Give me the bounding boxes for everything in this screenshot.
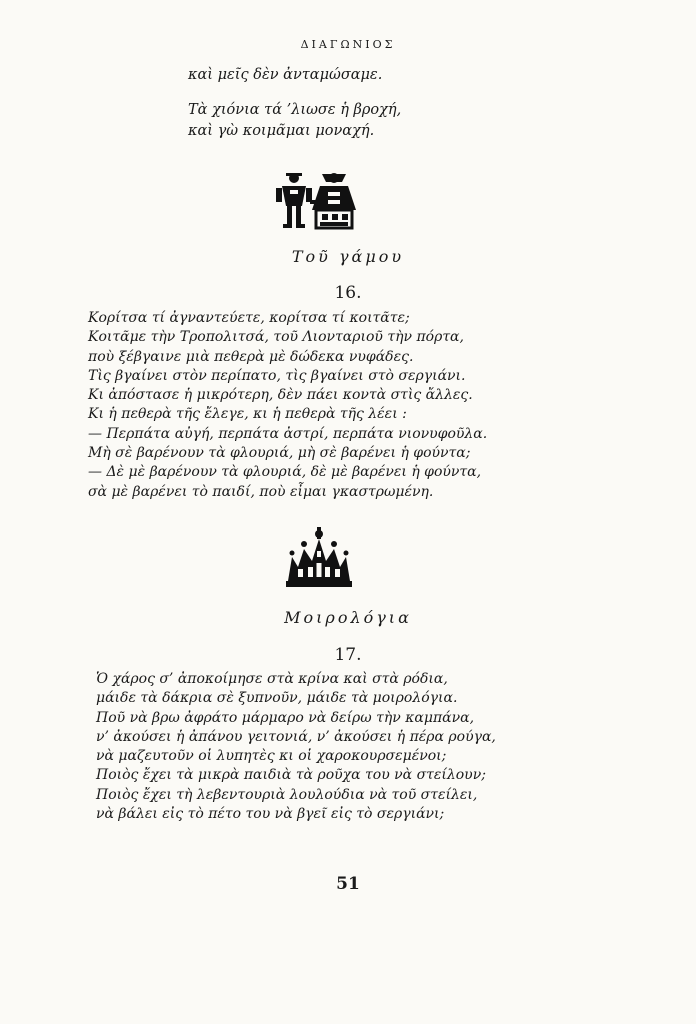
verse-line: — Περπάτα αὐγή, περπάτα ἀστρί, περπάτα νιονυφοῦλα. (88, 425, 488, 442)
verse-line: Κι ἡ πεθερὰ τῆς ἔλεγε, κι ἡ πεθερὰ τῆς λέει : (88, 406, 407, 423)
song-16-verse (88, 309, 487, 502)
verse-line: μάιδε τὰ δάκρια σὲ ξυπνοῦν, μάιδε τὰ μοιρολόγια. (96, 690, 458, 707)
church-ornament-icon (284, 527, 354, 589)
song-17-verse (96, 670, 496, 824)
verse-line: Ποιὸς ἔχει τὰ μικρὰ παιδιὰ τὰ ροῦχα του νὰ στείλουν; (96, 767, 486, 784)
verse-line: Τὰ χιόνια τά ’λιωσε ἡ βροχή, (188, 102, 402, 118)
verse-line: Ποιὸς ἔχει τὴ λεβεντουριὰ λουλούδια νὰ τοῦ στείλει, (96, 786, 478, 803)
verse-line: Τὶς βγαίνει στὸν περίπατο, τὶς βγαίνει στὸ σεργιάνι. (88, 367, 466, 384)
verse-line: ν’ ἀκούσει ἡ ἀπάνου γειτονιά, ν’ ἀκούσει ἡ πέρα ρούγα, (96, 728, 496, 745)
verse-line: Ποῦ νὰ βρω ἀφράτο μάρμαρο νὰ δείρω τὴν καμπάνα, (96, 709, 475, 726)
verse-line: νὰ βάλει εἰς τὸ πέτο του νὰ βγεῖ εἰς τὸ σεργιάνι; (96, 806, 445, 823)
section-title-laments: Μοιρολόγια (284, 608, 412, 627)
running-head: ΔΙΑΓΩΝΙΟΣ (300, 38, 396, 51)
verse-line: Μὴ σὲ βαρένουν τὰ φλουριά, μὴ σὲ βαρένει ἡ φούντα; (88, 445, 471, 462)
song-number: 16. (334, 283, 362, 303)
verse-line: Ὁ χάρος σ’ ἀποκοίμησε στὰ κρίνα καὶ στὰ ρόδια, (96, 671, 448, 687)
verse-line: Κι ἀπόστασε ἡ μικρότερη, δὲν πάει κοντὰ στὶς ἄλλες. (88, 387, 473, 404)
intro-verse (188, 65, 401, 142)
couple-ornament-icon (272, 170, 360, 232)
verse-line: καὶ μεῖς δὲν ἀνταμώσαμε. (188, 67, 383, 83)
verse-line: καὶ γὼ κοιμᾶμαι μοναχή. (188, 123, 375, 139)
song-number: 17. (334, 645, 362, 665)
verse-line: ποὺ ξέβγαινε μιὰ πεθερὰ μὲ δώδεκα νυφάδες. (88, 348, 414, 365)
section-title-wedding: Τοῦ γάμου (291, 247, 405, 266)
verse-line: σὰ μὲ βαρένει τὸ παιδί, ποὺ εἶμαι γκαστρωμένη. (88, 483, 434, 500)
verse-line: Κορίτσα τί ἀγναντεύετε, κορίτσα τί κοιτᾶτε; (88, 310, 410, 326)
verse-line: — Δὲ μὲ βαρένουν τὰ φλουριά, δὲ μὲ βαρένει ἡ φούντα, (88, 464, 482, 481)
verse-line: Κοιτᾶμε τὴν Τροπολιτσά, τοῦ Λιονταριοῦ τὴν πόρτα, (88, 329, 464, 346)
verse-line: νὰ μαζευτοῦν οἱ λυπητὲς κι οἱ χαροκουρσεμένοι; (96, 748, 447, 765)
page-number: 51 (336, 874, 360, 894)
